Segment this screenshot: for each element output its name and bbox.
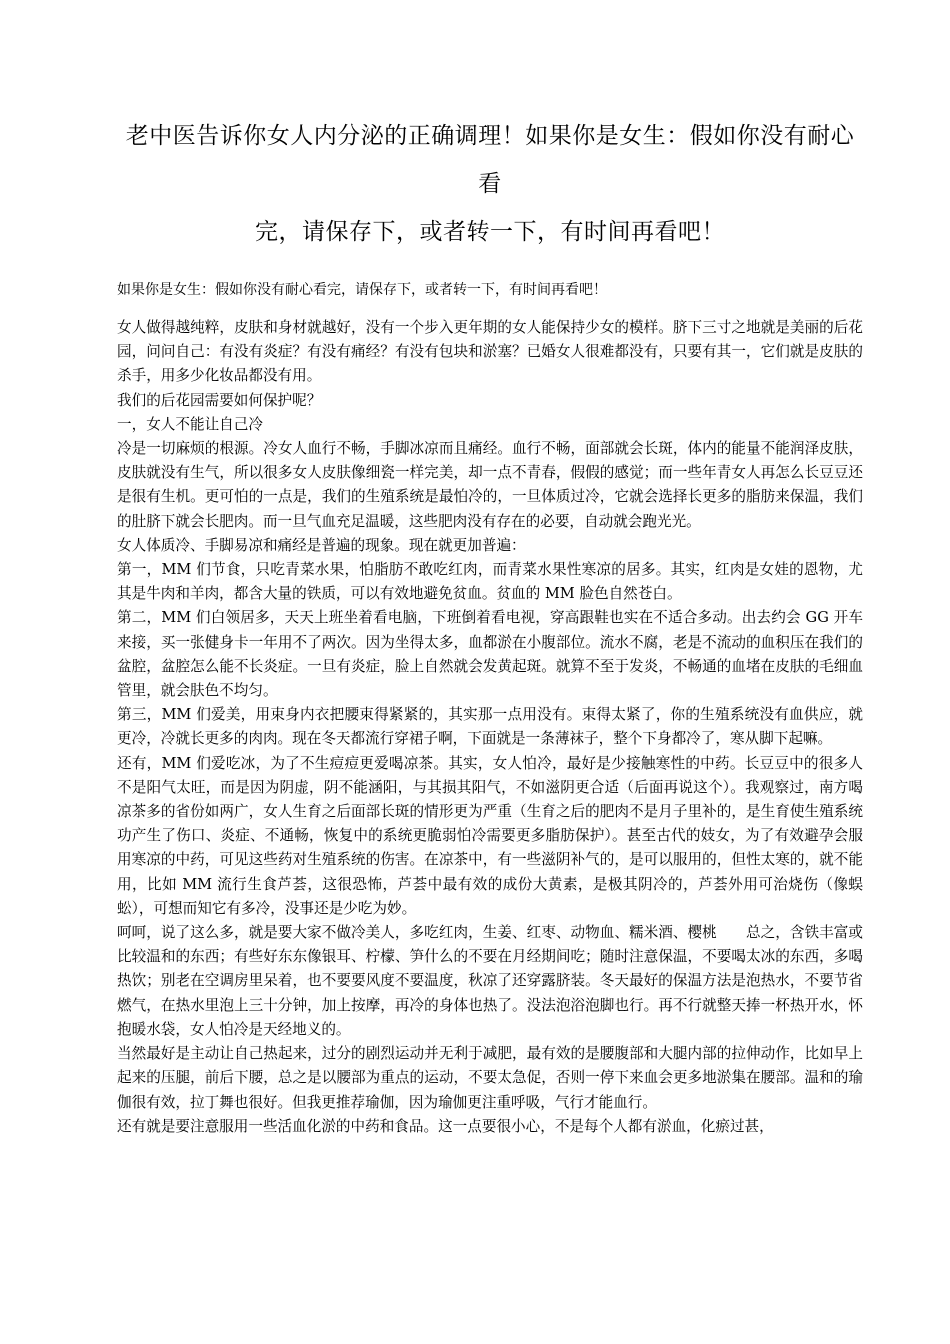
article-body bbox=[117, 316, 863, 1139]
section-heading: 一，女人不能让自己冷 bbox=[117, 415, 263, 433]
title-line-1: 老中医告诉你女人内分泌的正确调理！如果你是女生：假如你没有耐心看 bbox=[125, 123, 855, 197]
paragraph: 女人体质冷、手脚易凉和痛经是普遍的现象。现在就更加普遍： bbox=[117, 536, 526, 554]
intro-text: 如果你是女生：假如你没有耐心看完，请保存下，或者转一下，有时间再看吧！ bbox=[117, 282, 607, 298]
paragraph: 女人做得越纯粹，皮肤和身材就越好，没有一个步入更年期的女人能保持少女的模样。脐下三寸之地就是美丽的后花园，问问自己：有没有炎症？有没有痛经？有没有包块和淤塞？已婚女人很难都没有，只要有其一，它们就是皮肤的杀手，用多少化妆品都没有用。 bbox=[117, 319, 863, 385]
paragraph: 还有就是要注意服用一些活血化淤的中药和食品。这一点要很小心，不是每个人都有淤血，化瘀过甚， bbox=[117, 1117, 774, 1135]
document-page bbox=[117, 112, 863, 1139]
paragraph: 呵呵，说了这么多，就是要大家不做冷美人，多吃红肉，生姜、红枣、动物血、糯米酒、樱桃 总之，含铁丰富或比较温和的东西；有些好东东像银耳、柠檬、笋什么的不要在月经期间吃；随时注意保温，不要喝太冰的东西，多喝热饮；别老在空调房里呆着，也不要要风度不要温度，秋凉了还穿露脐装。冬天最好的保温方法是泡热水，不要节省燃气，在热水里泡上三十分钟，加上按摩，再冷的身体也热了。没法泡浴泡脚也行。再不行就整天捧一杯热开水，怀抱暖水袋，女人怕冷是天经地义的。 bbox=[117, 924, 863, 1038]
paragraph: 第一，MM 们节食，只吃青菜水果，怕脂肪不敢吃红肉，而青菜水果性寒凉的居多。其实，红肉是女娃的恩物，尤其是牛肉和羊肉，都含大量的铁质，可以有效地避免贫血。贫血的 MM 脸色自然苍白。 bbox=[117, 561, 863, 603]
paragraph: 当然最好是主动让自己热起来，过分的剧烈运动并无利于减肥，最有效的是腰腹部和大腿内部的拉伸动作，比如早上起来的压腿，前后下腰，总之是以腰部为重点的运动，不要太急促，否则一停下来血会更多地淤集在腰部。温和的瑜伽很有效，拉丁舞也很好。但我更推荐瑜伽，因为瑜伽更注重呼吸，气行才能血行。 bbox=[117, 1045, 863, 1111]
title-line-2: 完，请保存下，或者转一下，有时间再看吧！ bbox=[255, 219, 725, 245]
paragraph: 我们的后花园需要如何保护呢？ bbox=[117, 391, 322, 409]
paragraph: 还有，MM 们爱吃冰，为了不生痘痘更爱喝凉茶。其实，女人怕冷，最好是少接触寒性的中药。长豆豆中的很多人不是阳气太旺，而是因为阴虚，阴不能涵阳，与其损其阳气，不如滋阴更合适（后面再说这个）。我观察过，南方喝凉茶多的省份如两广，女人生育之后面部长斑的情形更为严重（生育之后的肥肉不是月子里补的，是生育使生殖系统功产生了伤口、炎症、不通畅，恢复中的系统更脆弱怕冷需要更多脂肪保护）。甚至古代的妓女，为了有效避孕会服用寒凉的中药，可见这些药对生殖系统的伤害。在凉茶中，有一些滋阴补气的，是可以服用的，但性太寒的，就不能用，比如 MM 流行生食芦荟，这很恐怖，芦荟中最有效的成份大黄素，是极其阴冷的，芦荟外用可治烧伤（像蜈蚣），可想而知它有多冷，没事还是少吃为妙。 bbox=[117, 754, 863, 917]
paragraph: 冷是一切麻烦的根源。冷女人血行不畅，手脚冰凉而且痛经。血行不畅，面部就会长斑，体内的能量不能润泽皮肤，皮肤就没有生气，所以很多女人皮肤像细瓷一样完美，却一点不青春，假假的感觉；而一些年青女人再怎么长豆豆还是很有生机。更可怕的一点是，我们的生殖系统是最怕冷的，一旦体质过冷，它就会选择长更多的脂肪来保温，我们的肚脐下就会长肥肉。而一旦气血充足温暖，这些肥肉没有存在的必要，自动就会跑光光。 bbox=[117, 440, 863, 530]
page-title bbox=[117, 112, 863, 256]
paragraph: 第三，MM 们爱美，用束身内衣把腰束得紧紧的，其实那一点用没有。束得太紧了，你的生殖系统没有血供应，就更冷，冷就长更多的肉肉。现在冬天都流行穿裙子啊，下面就是一条薄袜子，整个下身都冷了，寒从脚下起嘛。 bbox=[117, 706, 863, 748]
paragraph: 第二，MM 们白领居多，天天上班坐着看电脑，下班倒着看电视，穿高跟鞋也实在不适合多动。出去约会 GG 开车来接，买一张健身卡一年用不了两次。因为坐得太多，血都淤在小腹部位。流水不腐，老是不流动的血积压在我们的盆腔，盆腔怎么能不长炎症。一旦有炎症，脸上自然就会发黄起斑。就算不至于发炎，不畅通的血堵在皮肤的毛细血管里，就会肤色不均匀。 bbox=[117, 609, 863, 700]
